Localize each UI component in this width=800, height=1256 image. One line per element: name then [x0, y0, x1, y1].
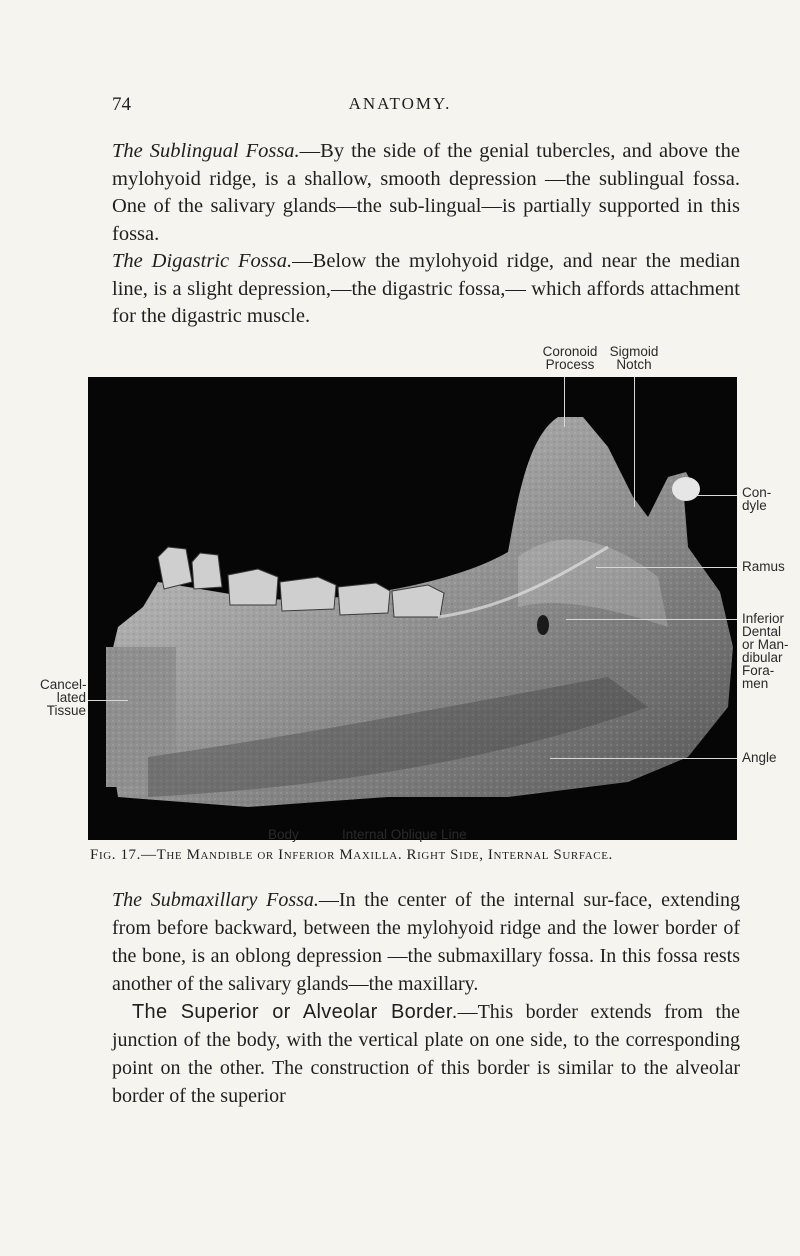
heading-submaxillary: The Submaxillary Fossa. [112, 889, 319, 911]
label-inferior-dental-foramen [742, 612, 789, 690]
label-foramen-line5: Fora- [742, 663, 775, 678]
label-cancellated-tissue [40, 678, 86, 717]
text-block-top [112, 138, 740, 331]
paragraph-digastric [112, 248, 740, 331]
label-angle [742, 751, 777, 764]
mandible-illustration [88, 377, 737, 840]
heading-sublingual: The Sublingual Fossa. [112, 140, 300, 162]
label-internal-oblique-line: Internal Oblique Line [342, 827, 467, 842]
page-number: 74 [112, 94, 131, 115]
label-foramen-line1: Inferior [742, 611, 785, 626]
text-digastric: —Below the mylohyoid ridge, and near the median line, is a slight depression,—the digastric fossa,— which affords attachment for the digastric muscle. [112, 250, 740, 327]
label-ramus-line1: Ramus [742, 559, 785, 574]
heading-digastric: The Digastric Fossa. [112, 250, 293, 272]
label-condyle-line2: dyle [742, 498, 767, 513]
label-condyle [742, 486, 771, 512]
label-sigmoid-line1: Sigmoid [609, 344, 659, 359]
paragraph-submaxillary [112, 886, 740, 998]
label-body: Body [268, 827, 299, 842]
label-sigmoid-line2: Notch [616, 357, 652, 372]
label-cancellated-line1: Cancel- [40, 677, 87, 692]
paragraph-sublingual [112, 138, 740, 248]
leader-angle [550, 758, 737, 759]
label-cancellated-line3: Tissue [46, 703, 86, 718]
figure-caption [90, 847, 790, 864]
paragraph-alveolar-border [112, 998, 740, 1110]
label-coronoid-line2: Process [545, 357, 595, 372]
label-sigmoid-notch [594, 345, 674, 371]
leader-sigmoid [634, 377, 635, 507]
mandible-photograph [88, 377, 737, 840]
running-head: ANATOMY. [348, 94, 452, 113]
label-foramen-line2: Dental [742, 624, 782, 639]
figure-17 [0, 340, 800, 820]
caption-text: —The Mandible or Inferior Maxilla. Right Side, Internal Surface. [141, 847, 613, 863]
page-header [0, 94, 800, 118]
leader-foramen [566, 619, 737, 620]
text-alveolar-border: —This border extends from the junction of the body, with the vertical plate on one side, to the corresponding point on the other. The construction of this border is similar to the alveolar border of the superior [112, 1001, 740, 1107]
label-foramen-line3: or Man- [742, 637, 789, 652]
label-angle-line1: Angle [742, 750, 777, 765]
label-coronoid-line1: Coronoid [542, 344, 598, 359]
leader-coronoid [564, 377, 565, 427]
label-foramen-line4: dibular [742, 650, 783, 665]
label-condyle-line1: Con- [742, 485, 772, 500]
label-ramus [742, 560, 785, 573]
text-block-bottom [112, 886, 740, 1110]
leader-ramus [596, 567, 737, 568]
text-sublingual: —By the side of the genial tubercles, and above the mylohyoid ridge, is a shallow, smooth depression —the sublingual fossa. One of the salivary glands—the sub-lingual—is partially supported in this fossa. [112, 140, 740, 245]
leader-condyle [696, 495, 737, 496]
heading-alveolar-border: The Superior or Alveolar Border. [132, 1001, 458, 1023]
caption-figure-number: Fig. 17. [90, 847, 141, 863]
leader-cancellated [88, 700, 128, 701]
label-cancellated-line2: lated [56, 690, 86, 705]
text-submaxillary: —In the center of the internal sur-face, extending from before backward, between the mylohyoid ridge and the lower border of the bone, is an oblong depression —the submaxillary fossa. In this fossa rests another of the salivary glands—the maxillary. [112, 889, 741, 995]
label-foramen-line6: men [742, 676, 769, 691]
